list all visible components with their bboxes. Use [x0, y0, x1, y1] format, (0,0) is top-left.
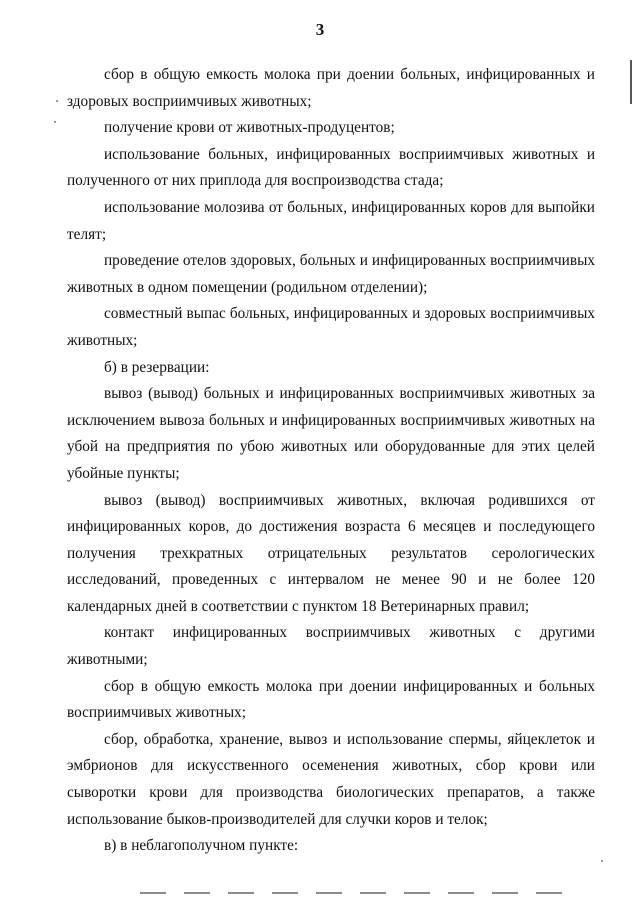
- paragraph-milk-collection-all: сбор в общую емкость молока при доении больных, инфицированных и здоровых восприимчивых животных;: [67, 66, 595, 110]
- section-heading-reservation: б) в резервации:: [104, 358, 210, 376]
- scan-speck: [56, 100, 58, 102]
- scan-speck: [54, 121, 56, 123]
- document-body: [67, 62, 595, 860]
- paragraph-use-for-reproduction: использование больных, инфицированных восприимчивых животных и полученного от них приплода для воспроизводства стада;: [67, 145, 595, 190]
- section-heading-unfavorable-point: в) в неблагополучном пункте:: [104, 837, 299, 855]
- scan-edge-mark: [630, 60, 632, 104]
- page-number: 3: [315, 20, 325, 39]
- paragraph-contact-with-others: контакт инфицированных восприимчивых животных с другими животными;: [67, 624, 595, 669]
- scan-bottom-dashes: [140, 892, 580, 894]
- paragraph-removal-except-slaughter: вывоз (вывод) больных и инфицированных восприимчивых животных за исключением вывоза больных и инфицированных восприимчивых животных на убой на предприятия по убою животных или оборудованные для этих целей убойные пункты;: [67, 385, 595, 482]
- paragraph-calving-in-one-room: проведение отелов здоровых, больных и инфицированных восприимчивых животных в одном помещении (родильном отделении);: [67, 252, 595, 296]
- paragraph-sperm-embryo-blood: сбор, обработка, хранение, вывоз и использование спермы, яйцеклеток и эмбрионов для искусственного осеменения животных, сбор крови или сыворотки крови для производства биологических препаратов, а также использование быков-производителей для случки коров и телок;: [67, 730, 595, 828]
- paragraph-removal-until-6-months: вывоз (вывод) восприимчивых животных, включая родившихся от инфицированных коров, до достижения возраста 6 месяцев и последующего получения трехкратных отрицательных результатов серологических исследований, проведенных с интервалом не менее 90 и не более 120 календарных дней в соответствии с пунктом 18 Ветеринарных правил;: [67, 491, 595, 615]
- paragraph-colostrum-use: использование молозива от больных, инфицированных коров для выпойки телят;: [67, 198, 595, 243]
- paragraph-joint-grazing: совместный выпас больных, инфицированных и здоровых восприимчивых животных;: [67, 305, 595, 349]
- scan-speck: [601, 860, 603, 862]
- paragraph-blood-from-producers: получение крови от животных-продуцентов;: [104, 119, 395, 137]
- paragraph-milk-collection-infected: сбор в общую емкость молока при доении инфицированных и больных восприимчивых животных;: [67, 677, 595, 722]
